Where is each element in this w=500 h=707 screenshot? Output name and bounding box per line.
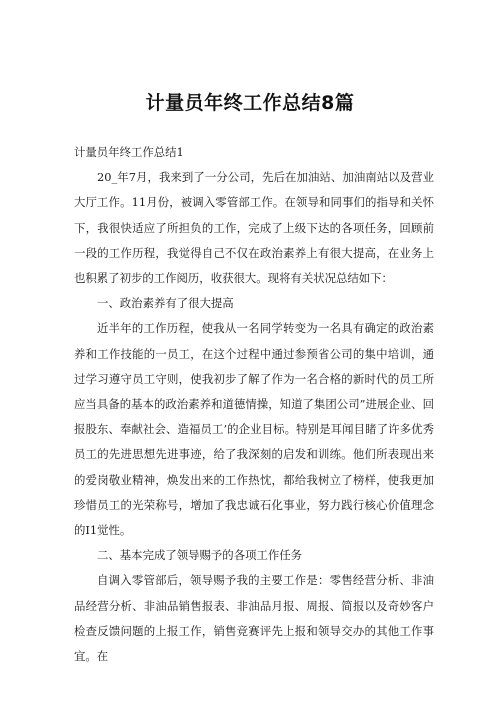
section-title: 计量员年终工作总结1 <box>74 145 184 159</box>
heading-work-tasks: 二、基本完成了领导赐予的各项工作任务 <box>97 548 303 563</box>
paragraph-intro: 20_年7月，我来到了一分公司，先后在加油站、加油南站以及营业大厅工作。11月份，被调入零管部工作。在领导和同事们的指导和关怀下，我很快适应了所担负的工作，完成了上级下达的各项任务，回顾前一段的工作历程，我觉得自己不仅在政治素养上有很大提高，在业务上也积累了初步的工作阅历，收获很大。现将有关状况总结如下： <box>74 170 434 286</box>
heading-political-quality: 一、政治素养有了很大提高 <box>97 296 234 311</box>
paragraph-work-tasks: 自调入零管部后，领导赐予我的主要工作是：零售经营分析、非油品经营分析、非油品销售报表、非油品月报、周报、简报以及奇妙客户检查反馈问题的上报工作，销售竞赛评先上报和领导交办的其他工作事宜。在 <box>74 573 434 664</box>
paragraph-political-quality: 近半年的工作历程，使我从一名同学转变为一名具有确定的政治素养和工作技能的一员工，在这个过程中通过参预省公司的集中培训，通过学习遵守员工守则，使我初步了解了作为一名合格的新时代的员工所应当具备的基本的政治素养和道德情操，知道了集团公司”进展企业、回报股东、奉献社会、造福员工’的企业目标。特别是耳闻目睹了许多优秀员工的先进思想先进事迹，给了我深刻的启发和训练。他们所表现出来的爱岗敬业精神，焕发出来的工作热忱，都给我树立了榜样，使我更加珍惜员工的光荣称号，增加了我忠诚石化事业，努力践行核心价值理念的I1觉性。 <box>74 321 434 538</box>
document-title: 计量员年终工作总结8篇 <box>145 92 355 114</box>
document-body <box>74 140 434 669</box>
